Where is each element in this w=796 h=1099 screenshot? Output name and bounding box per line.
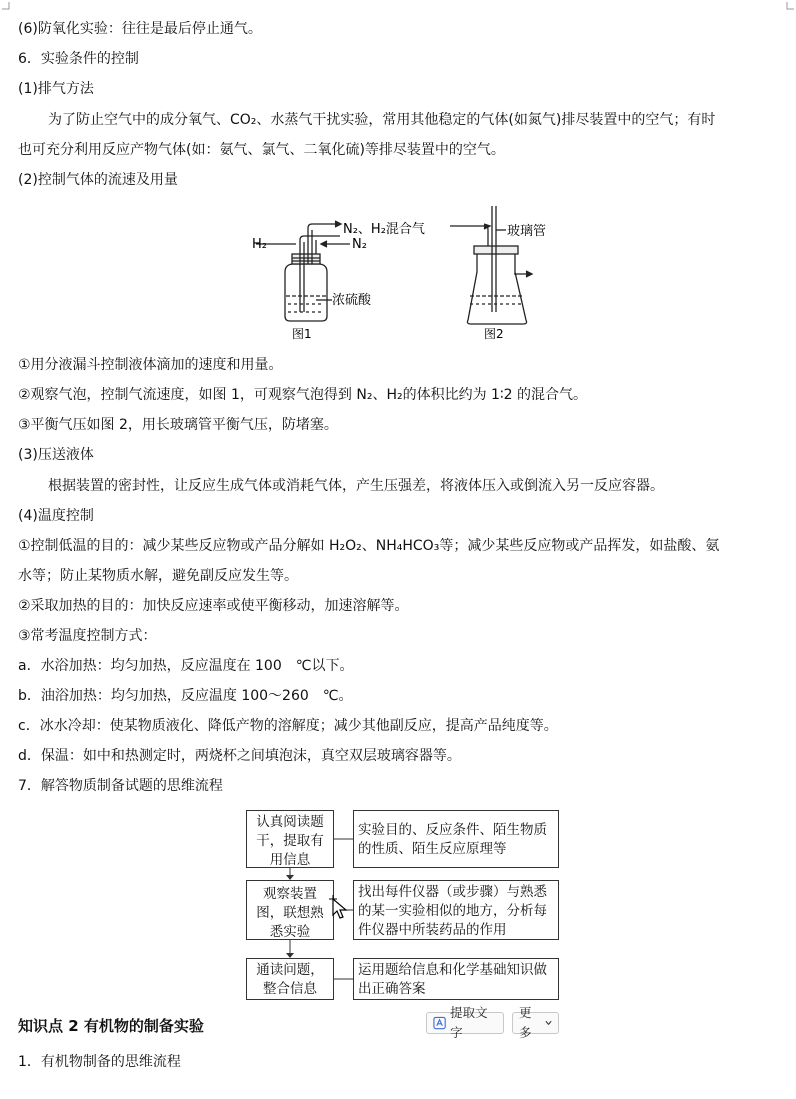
flow-step-integrate-info: 通读问题，整合信息 [246,958,334,1000]
flow-step-observe-apparatus: 观察装置图，联想熟悉实验 [246,880,334,940]
list-item: ③常考温度控制方式： [18,628,157,644]
page-corner-mark [786,2,794,10]
list-item: ②观察气泡，控制气流速度，如图 1，可观察气泡得到 N₂、H₂的体积比约为 1∶2 的混合气。 [18,387,587,403]
flow-detail-observe-apparatus: 找出每件仪器（或步骤）与熟悉的某一实验相似的地方，分析每件仪器中所装药品的作用 [353,880,559,940]
flow-detail-read-question: 实验目的、反应条件、陌生物质的性质、陌生反应原理等 [353,810,559,868]
paragraph-line: 也可充分利用反应产物气体(如：氨气、氯气、二氧化硫)等排尽装置中的空气。 [18,142,505,158]
figure-1-caption: 图1 [292,327,312,341]
list-item: ①用分液漏斗控制液体滴加的速度和用量。 [18,357,283,373]
knowledge-point-heading: 知识点 2 有机物的制备实验 [18,1017,204,1035]
label-conc-sulfuric-acid: 浓硫酸 [332,293,372,308]
section-heading: 6．实验条件的控制 [18,51,139,67]
subheading: (2)控制气体的流速及用量 [18,172,178,188]
list-item: d．保温：如中和热测定时，两烧杯之间填泡沫，真空双层玻璃容器等。 [18,748,461,764]
flow-step-read-question: 认真阅读题干，提取有用信息 [246,810,334,868]
list-item: b．油浴加热：均匀加热，反应温度 100～260 ℃。 [18,688,353,704]
list-item: c．冰水冷却：使某物质液化、降低产物的溶解度；减少其他副反应，提高产品纯度等。 [18,718,558,734]
label-n2: N₂ [352,237,367,252]
section-heading: 1．有机物制备的思维流程 [18,1054,181,1070]
apparatus-figure [240,200,570,345]
subheading: (4)温度控制 [18,508,94,524]
subheading: (1)排气方法 [18,81,94,97]
list-item: ①控制低温的目的：减少某些反应物或产品分解如 H₂O₂、NH₄HCO₃等；减少某些反应物或产品挥发，如盐酸、氨 [18,538,720,554]
list-item: ③平衡气压如图 2，用长玻璃管平衡气压，防堵塞。 [18,417,338,433]
flow-detail-integrate-info: 运用题给信息和化学基础知识做出正确答案 [353,958,559,1000]
label-glass-tube: 玻璃管 [507,224,547,239]
label-h2: H₂ [252,237,267,252]
page-corner-mark [2,2,10,10]
paragraph-line: 为了防止空气中的成分氧气、CO₂、水蒸气干扰实验，常用其他稳定的气体(如氮气)排尽装置中的空气；有时 [48,112,716,128]
label-n2-h2-mix: N₂、H₂混合气 [343,222,425,237]
chevron-down-icon [545,1020,552,1026]
section-heading: 7．解答物质制备试题的思维流程 [18,778,223,794]
more-button[interactable] [512,1005,559,1040]
paragraph-line: 水等；防止某物质水解，避免副反应发生等。 [18,568,298,584]
figure-2-caption: 图2 [484,327,504,341]
list-item: a．水浴加热：均匀加热，反应温度在 100 ℃以下。 [18,658,354,674]
paragraph-line: 根据装置的密封性，让反应生成气体或消耗气体，产生压强差，将液体压入或倒流入另一反应容器。 [48,478,664,494]
text-line: (6)防氧化实验：往往是最后停止通气。 [18,21,262,37]
extract-text-icon [433,1016,446,1030]
list-item: ②采取加热的目的：加快反应速率或使平衡移动，加速溶解等。 [18,598,409,614]
extract-text-button[interactable] [426,1005,504,1040]
extract-text-label: 提取文字 [450,1005,488,1040]
subheading: (3)压送液体 [18,447,94,463]
mouse-cursor-icon [329,893,351,921]
more-label: 更多 [519,1005,532,1040]
